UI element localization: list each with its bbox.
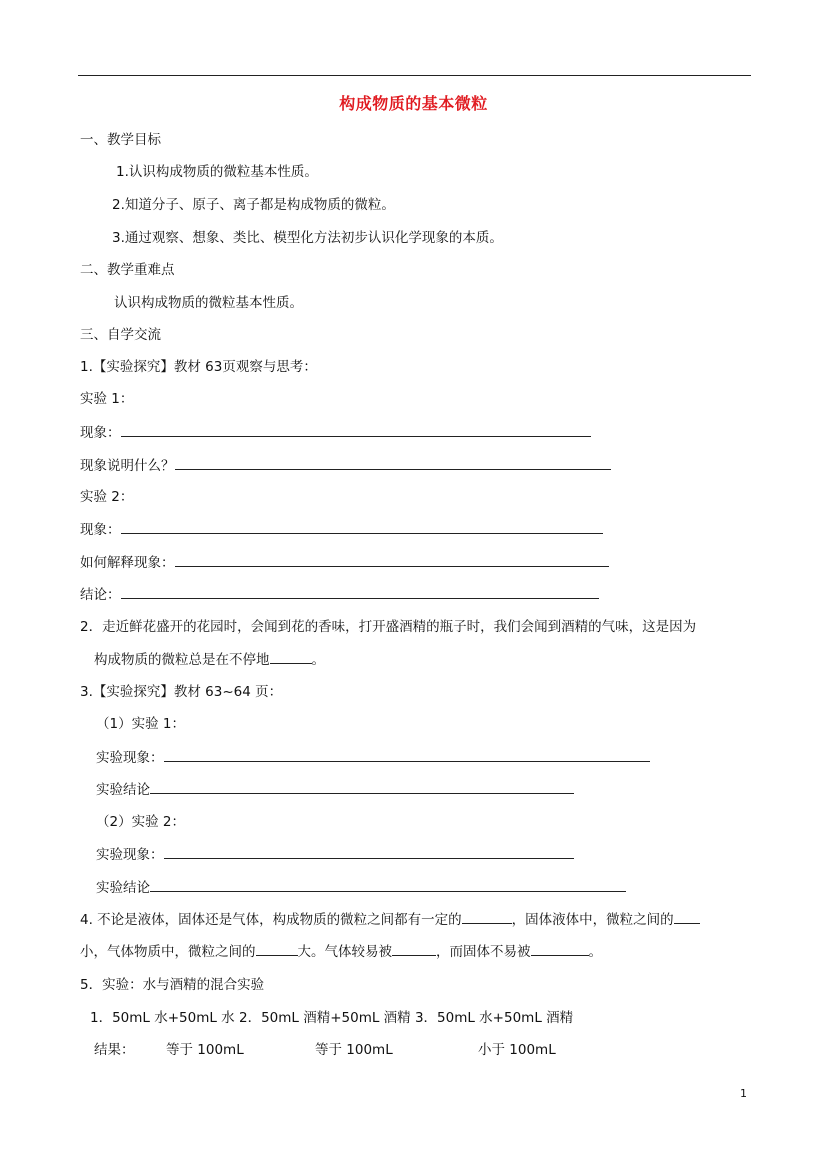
q5-result-label: 结果： (94, 1042, 135, 1058)
q4-line-2 (80, 942, 602, 960)
q3-exp2-conclusion-blank[interactable] (150, 878, 626, 892)
q1-what-explains-row (80, 456, 611, 474)
goal-item-3: 3.通过观察、想象、类比、模型化方法初步认识化学现象的本质。 (112, 230, 503, 246)
q3-exp1-conclusion-blank[interactable] (150, 780, 574, 794)
q2-line-2-end: 。 (311, 652, 325, 668)
q1-how-explain-row (80, 553, 609, 571)
q3-exp1-phenomenon-blank[interactable] (164, 748, 650, 762)
q4-line-2-text-c: ，而固体不易被 (436, 944, 531, 960)
q4-line-2-end: 。 (588, 944, 602, 960)
q4-blank-4[interactable] (392, 942, 436, 956)
q3-exp1-phenomenon-row (96, 748, 650, 766)
q5-title: 5．实验：水与酒精的混合实验 (80, 977, 265, 993)
q4-blank-2[interactable] (674, 910, 700, 924)
q1-experiment-2-label: 实验 2： (80, 489, 134, 505)
q1-experiment-1-label: 实验 1： (80, 391, 134, 407)
q4-line-2-text-b: 大。气体较易被 (297, 944, 392, 960)
q5-items: 1．50mL 水+50mL 水 2．50mL 酒精+50mL 酒精 3．50mL 水+50mL 酒精 (90, 1010, 574, 1026)
q3-exp2-phenomenon-label: 实验现象： (96, 847, 164, 863)
goal-item-1: 1.认识构成物质的微粒基本性质。 (116, 164, 318, 180)
goal-item-2: 2.知道分子、原子、离子都是构成物质的微粒。 (112, 197, 395, 213)
q1-conclusion-blank[interactable] (121, 585, 599, 599)
q1-title: 1.【实验探究】教材 63页观察与思考： (80, 359, 317, 375)
document-title: 构成物质的基本微粒 (339, 94, 488, 113)
q1-how-explain-blank[interactable] (175, 553, 609, 567)
q1-how-explain-label: 如何解释现象： (80, 555, 175, 571)
q3-exp2-phenomenon-blank[interactable] (164, 845, 574, 859)
section-heading-selfstudy: 三、自学交流 (80, 327, 161, 343)
q2-line-2 (94, 650, 325, 668)
q1-phenomenon-label: 现象： (80, 425, 121, 441)
q3-exp2-conclusion-label: 实验结论 (96, 880, 150, 896)
q2-blank[interactable] (270, 650, 312, 664)
q1-phenomenon2-blank[interactable] (121, 520, 603, 534)
q3-experiment-1-label: （1）实验 1： (96, 716, 185, 732)
q1-phenomenon2-label: 现象： (80, 522, 121, 538)
q1-what-explains-label: 现象说明什么？ (80, 458, 175, 474)
q2-line-1: 2．走近鲜花盛开的花园时，会闻到花的香味，打开盛酒精的瓶子时，我们会闻到酒精的气味，这是因为 (80, 619, 697, 635)
keypoint-text: 认识构成物质的微粒基本性质。 (114, 295, 303, 311)
q1-phenomenon2-row (80, 520, 603, 538)
q1-conclusion-label: 结论： (80, 587, 121, 603)
q4-blank-3[interactable] (256, 942, 298, 956)
q1-phenomenon-row (80, 423, 591, 441)
q3-exp2-conclusion-row (96, 878, 626, 896)
q3-title: 3.【实验探究】教材 63~64 页： (80, 684, 283, 700)
q4-blank-1[interactable] (462, 910, 512, 924)
q1-phenomenon-blank[interactable] (121, 423, 591, 437)
q3-exp1-conclusion-label: 实验结论 (96, 782, 150, 798)
q5-result-3: 小于 100mL (478, 1042, 556, 1058)
q5-result-1: 等于 100mL (166, 1042, 244, 1058)
q4-line-1-text-b: ，固体液体中，微粒之间的 (511, 912, 674, 928)
q4-line-1 (80, 910, 700, 928)
q3-exp1-conclusion-row (96, 780, 574, 798)
q2-line-2-text: 构成物质的微粒总是在不停地 (94, 652, 270, 668)
q3-exp2-phenomenon-row (96, 845, 574, 863)
header-rule (78, 75, 751, 76)
q1-what-explains-blank[interactable] (175, 456, 611, 470)
q5-result-2: 等于 100mL (315, 1042, 393, 1058)
q4-blank-5[interactable] (531, 942, 589, 956)
q1-conclusion-row (80, 585, 599, 603)
page-number: 1 (740, 1087, 747, 1100)
q3-exp1-phenomenon-label: 实验现象： (96, 750, 164, 766)
section-heading-keypoints: 二、教学重难点 (80, 262, 175, 278)
section-heading-goals: 一、教学目标 (80, 132, 161, 148)
q5-results-row (94, 1041, 614, 1059)
q3-experiment-2-label: （2）实验 2： (96, 814, 185, 830)
q4-line-2-text-a: 小，气体物质中，微粒之间的 (80, 944, 256, 960)
q4-line-1-text-a: 4. 不论是液体，固体还是气体，构成物质的微粒之间都有一定的 (80, 912, 462, 928)
